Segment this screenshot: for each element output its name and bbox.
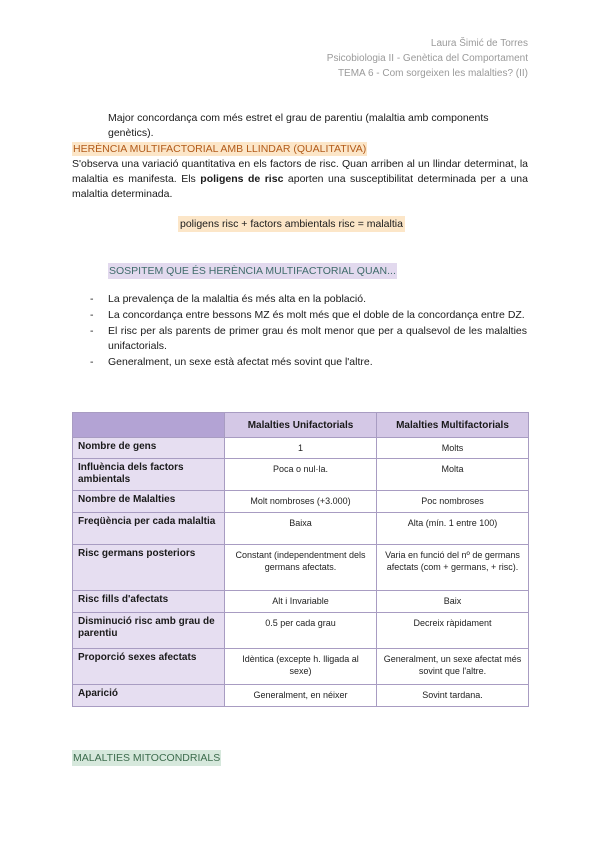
row-label: Disminució risc amb grau de parentiu [73,613,225,649]
table-corner-cell [73,413,225,438]
cell-multifactorial: Varia en funció del nº de germans afectats (com + germans, + risc). [377,545,529,591]
row-label: Proporció sexes afectats [73,649,225,685]
page-header [327,36,528,81]
cell-unifactorial: Alt i Invariable [225,591,377,613]
section-heading-threshold: HERÈNCIA MULTIFACTORIAL AMB LLINDAR (QUALITATIVA) [73,143,367,155]
cell-unifactorial: Constant (independentment dels germans afectats. [225,545,377,591]
header-course: Psicobiologia II - Genètica del Comportament [326,53,528,64]
table-row [73,613,529,649]
cell-multifactorial: Baix [377,591,529,613]
cell-multifactorial: Molta [377,459,529,491]
intro-paragraph [108,111,528,141]
row-label: Influència dels factors ambientals [73,459,225,491]
section-heading-mitochondrial: MALALTIES MITOCONDRIALS [73,752,221,764]
list-item [90,292,527,307]
row-label: Freqüència per cada malaltia [73,513,225,545]
cell-multifactorial: Decreix ràpidament [377,613,529,649]
intro-line-1: Major concordança com més estret el grau de parentiu (malaltia amb components [108,112,489,124]
cell-multifactorial: Alta (mín. 1 entre 100) [377,513,529,545]
list-item-text: El risc per als parents de primer grau és molt menor que per a qualsevol de les malalties unifactorials. [108,325,527,352]
table-header-row [73,413,529,438]
row-label: Risc germans posteriors [73,545,225,591]
cell-unifactorial: 1 [225,438,377,459]
cell-unifactorial: Idèntica (excepte h. lligada al sexe) [225,649,377,685]
bullet-dash: - [90,309,94,321]
header-topic: TEMA 6 - Com sorgeixen les malalties? (II) [337,68,528,79]
threshold-text-bold: poligens de risc [200,173,284,185]
criteria-list [90,292,527,371]
column-header-multifactorial: Malalties Multifactorials [377,413,529,438]
table-row [73,591,529,613]
bullet-dash: - [90,325,94,337]
row-label: Nombre de gens [73,438,225,459]
threshold-text-end: aporten una susceptibilitat determinada per a una malaltia determinada. [72,173,528,200]
row-label: Nombre de Malalties [73,491,225,513]
list-item-text: La concordança entre bessons MZ és molt més que el doble de la concordança entre DZ. [108,309,525,321]
bullet-dash: - [90,356,94,368]
list-item-text: La prevalença de la malaltia és més alta en la població. [108,293,366,305]
cell-multifactorial: Sovint tardana. [377,685,529,707]
cell-unifactorial: Molt nombroses (+3.000) [225,491,377,513]
table-row [73,513,529,545]
intro-line-2: genètics). [108,127,154,139]
table-row [73,545,529,591]
cell-multifactorial: Molts [377,438,529,459]
list-item [90,308,527,323]
column-header-unifactorial: Malalties Unifactorials [225,413,377,438]
table-row [73,649,529,685]
table-row [73,491,529,513]
bullet-dash: - [90,293,94,305]
list-item [90,355,527,370]
threshold-paragraph [72,157,528,202]
cell-unifactorial: Baixa [225,513,377,545]
row-label: Risc fills d'afectats [73,591,225,613]
table-row [73,459,529,491]
table-row [73,685,529,707]
formula-highlight: poligens risc + factors ambientals risc = malaltia [180,218,403,230]
cell-multifactorial: Generalment, un sexe afectat més sovint que l'altre. [377,649,529,685]
threshold-text-start: S'observa una variació quantitativa en els factors de risc. Quan arriben al un llindar determinat, la malaltia es manifesta. Els [72,158,528,185]
section-heading-suspect: SOSPITEM QUE ÉS HERÈNCIA MULTIFACTORIAL QUAN... [109,265,396,277]
cell-unifactorial: Poca o nul·la. [225,459,377,491]
cell-unifactorial: 0.5 per cada grau [225,613,377,649]
row-label: Aparició [73,685,225,707]
list-item-text: Generalment, un sexe està afectat més sovint que l'altre. [108,356,373,368]
cell-unifactorial: Generalment, en néixer [225,685,377,707]
list-item [90,324,527,354]
table-row [73,438,529,459]
comparison-table [72,412,529,707]
header-author: Laura Šimić de Torres [430,38,528,49]
cell-multifactorial: Poc nombroses [377,491,529,513]
